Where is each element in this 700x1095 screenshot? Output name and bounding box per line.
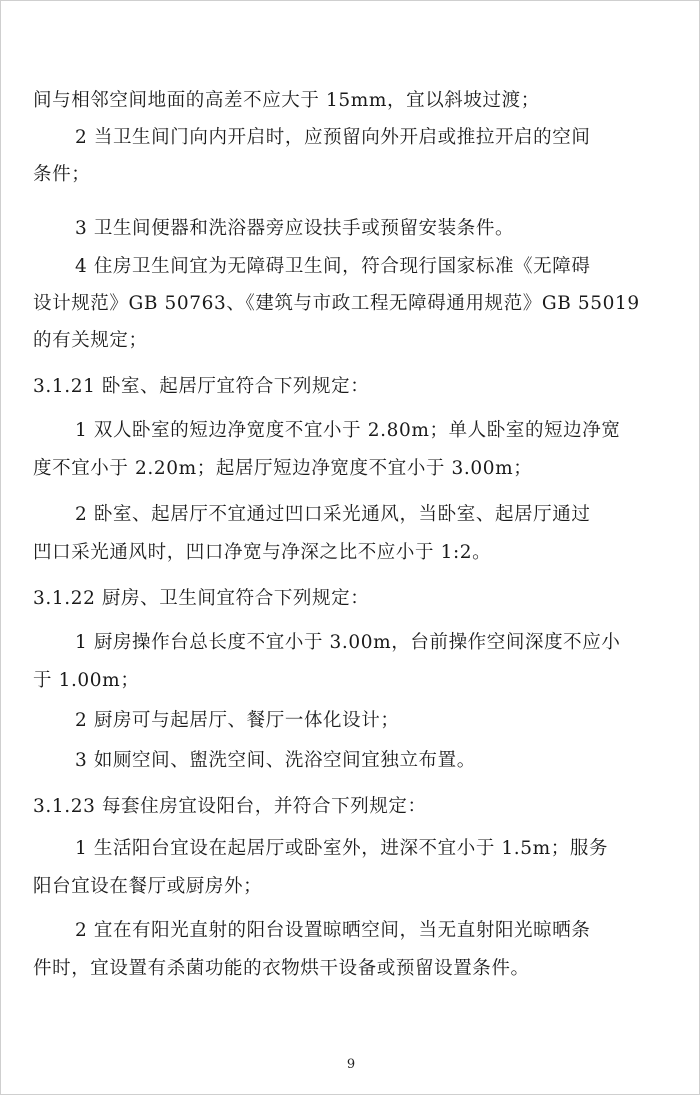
text-line: 2 卧室、起居厅不宜通过凹口采光通风，当卧室、起居厅通过 bbox=[75, 504, 591, 525]
text-line: 1 厨房操作台总长度不宜小于 3.00m，台前操作空间深度不应小 bbox=[75, 632, 621, 653]
section-heading: 3.1.22 厨房、卫生间宜符合下列规定： bbox=[33, 588, 370, 609]
text-line: 的有关规定； bbox=[33, 330, 148, 351]
text-line: 1 双人卧室的短边净宽度不宜小于 2.80m；单人卧室的短边净宽 bbox=[75, 420, 621, 441]
text-line: 设计规范》GB 50763、《建筑与市政工程无障碍通用规范》GB 55019 bbox=[33, 293, 640, 314]
text-line: 2 宜在有阳光直射的阳台设置晾晒空间，当无直射阳光晾晒条 bbox=[75, 920, 591, 941]
text-line: 间与相邻空间地面的高差不应大于 15mm，宜以斜坡过渡； bbox=[33, 90, 540, 111]
text-line: 2 当卫生间门向内开启时，应预留向外开启或推拉开启的空间 bbox=[75, 127, 591, 148]
text-line: 1 生活阳台宜设在起居厅或卧室外，进深不宜小于 1.5m；服务 bbox=[75, 838, 609, 859]
text-line: 度不宜小于 2.20m；起居厅短边净宽度不宜小于 3.00m； bbox=[33, 458, 533, 479]
page-number: 9 bbox=[346, 1057, 356, 1072]
text-line: 4 住房卫生间宜为无障碍卫生间，符合现行国家标准《无障碍 bbox=[75, 256, 591, 277]
text-line: 3 卫生间便器和洗浴器旁应设扶手或预留安装条件。 bbox=[75, 218, 515, 239]
text-line: 凹口采光通风时，凹口净宽与净深之比不应小于 1:2。 bbox=[33, 542, 492, 563]
section-heading: 3.1.23 每套住房宜设阳台，并符合下列规定： bbox=[33, 796, 427, 817]
text-line: 于 1.00m； bbox=[33, 670, 140, 691]
text-line: 3 如厕空间、盥洗空间、洗浴空间宜独立布置。 bbox=[75, 750, 476, 771]
text-line: 条件； bbox=[33, 164, 91, 185]
text-line: 阳台宜设在餐厅或厨房外； bbox=[33, 876, 263, 897]
text-line: 2 厨房可与起居厅、餐厅一体化设计； bbox=[75, 710, 400, 731]
section-heading: 3.1.21 卧室、起居厅宜符合下列规定： bbox=[33, 376, 370, 397]
text-line: 件时，宜设置有杀菌功能的衣物烘干设备或预留设置条件。 bbox=[33, 958, 530, 979]
